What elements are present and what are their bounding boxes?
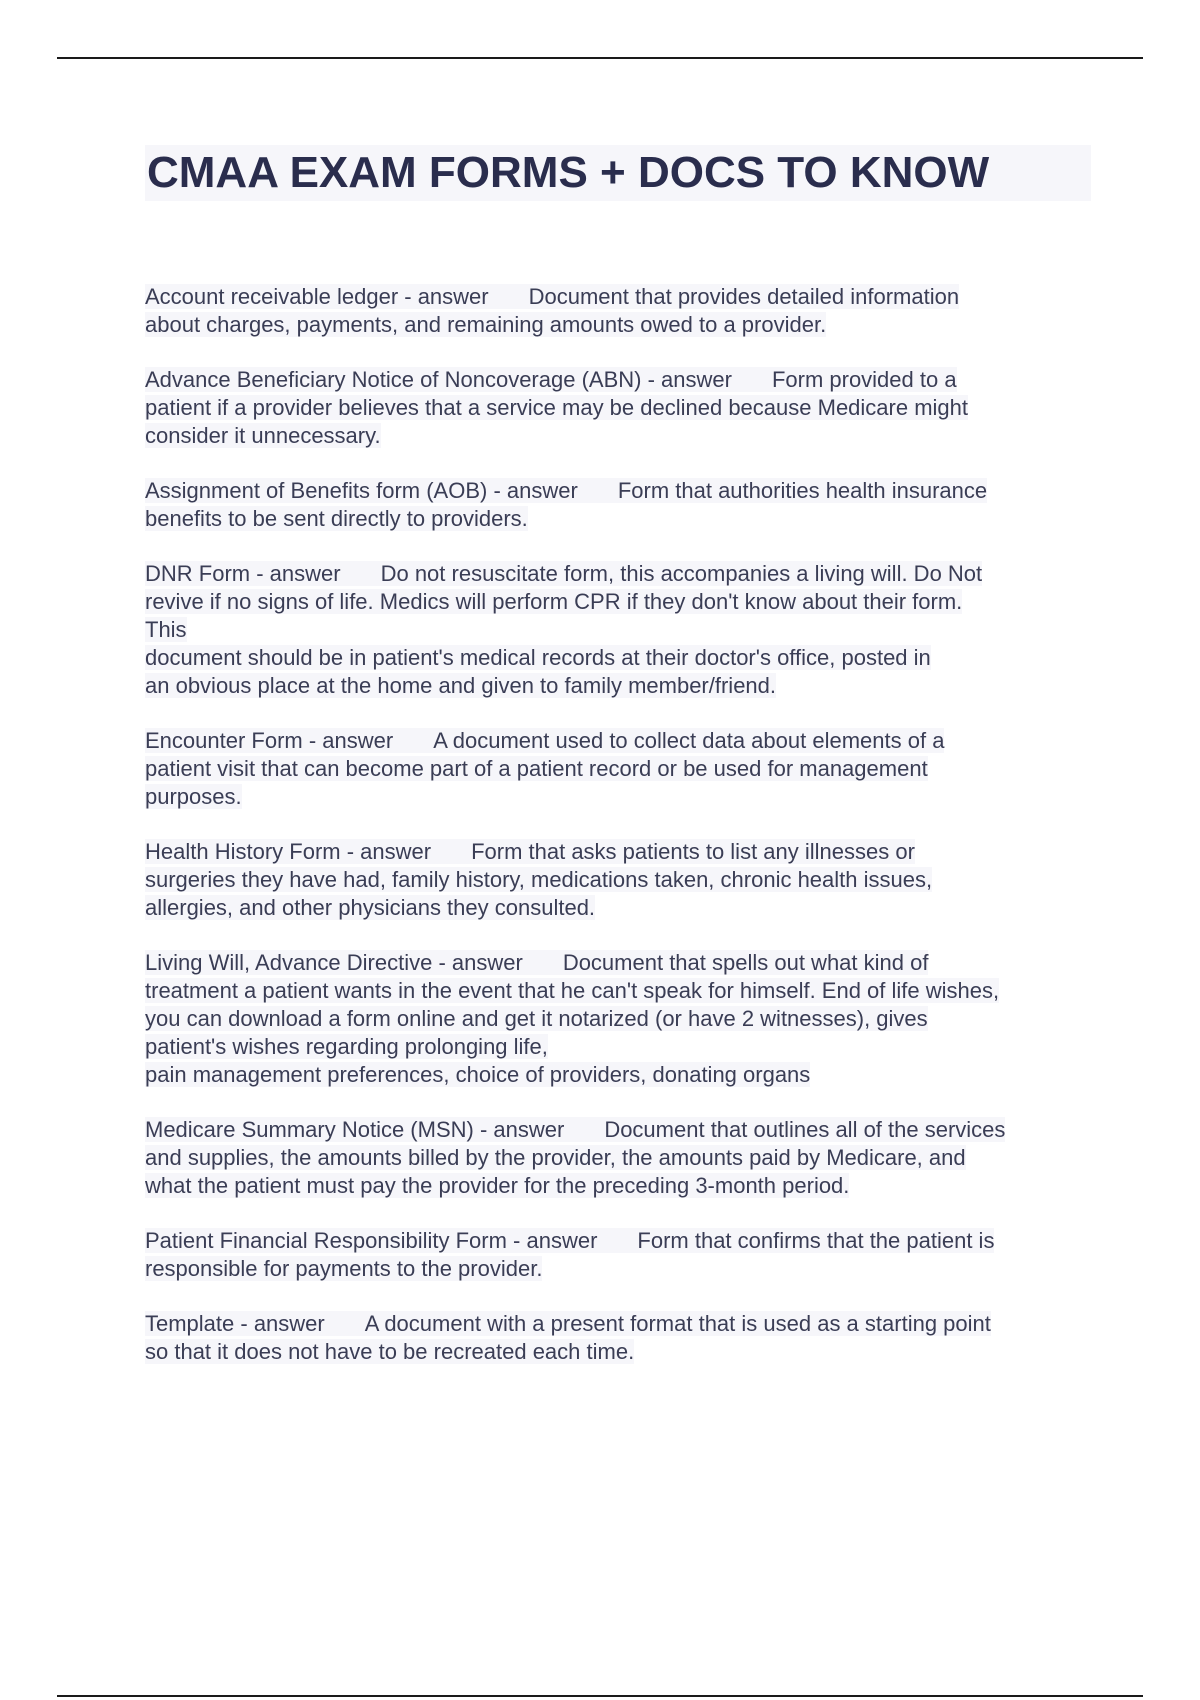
entry-definition-start: Document that spells out what kind of xyxy=(562,950,929,975)
entry-definition-line: patient if a provider believes that a service may be declined because Medicare might xyxy=(145,395,969,420)
entry-definition-line: This xyxy=(145,617,187,642)
entry-definition-line: benefits to be sent directly to providers. xyxy=(145,506,528,531)
entry-definition-line: what the patient must pay the provider for the preceding 3-month period. xyxy=(145,1173,850,1198)
entry-term: DNR Form - answer xyxy=(145,561,341,586)
entry-definition-line: patient visit that can become part of a patient record or be used for management xyxy=(145,756,928,781)
entry-first-line xyxy=(145,949,1095,977)
entry-definition-start: A document with a present format that is used as a starting point xyxy=(364,1311,991,1336)
entry-definition-line: revive if no signs of life. Medics will perform CPR if they don't know about their form. xyxy=(145,589,963,614)
bottom-rule xyxy=(57,1695,1143,1697)
entry-first-line xyxy=(145,1116,1095,1144)
entry-first-line xyxy=(145,560,1095,588)
entry-definition-line: you can download a form online and get it notarized (or have 2 witnesses), gives xyxy=(145,1006,928,1031)
flashcard-entry xyxy=(145,727,1095,811)
entry-term: Medicare Summary Notice (MSN) - answer xyxy=(145,1117,565,1142)
entry-term: Living Will, Advance Directive - answer xyxy=(145,950,523,975)
entry-definition-line: document should be in patient's medical records at their doctor's office, posted in xyxy=(145,645,931,670)
entry-definition-line: pain management preferences, choice of providers, donating organs xyxy=(145,1062,811,1087)
entry-term: Health History Form - answer xyxy=(145,839,432,864)
entry-term: Template - answer xyxy=(145,1311,325,1336)
entry-first-line xyxy=(145,366,1095,394)
entry-definition-start: Document that outlines all of the services xyxy=(604,1117,1006,1142)
flashcard-entry xyxy=(145,1116,1095,1200)
entry-definition-start: Form that asks patients to list any illnesses or xyxy=(471,839,915,864)
entry-definition-start: Form provided to a xyxy=(771,367,957,392)
entry-term: Encounter Form - answer xyxy=(145,728,394,753)
top-rule xyxy=(57,57,1143,59)
entry-first-line xyxy=(145,1310,1095,1338)
entry-definition-start: Document that provides detailed information xyxy=(528,284,960,309)
entry-first-line xyxy=(145,1227,1095,1255)
flashcard-entry xyxy=(145,283,1095,339)
flashcard-entry xyxy=(145,366,1095,450)
entry-term: Advance Beneficiary Notice of Noncoverage (ABN) - answer xyxy=(145,367,732,392)
entry-first-line xyxy=(145,477,1095,505)
flashcard-entry xyxy=(145,1227,1095,1283)
flashcard-entry xyxy=(145,838,1095,922)
flashcard-entry xyxy=(145,560,1095,700)
flashcard-entry xyxy=(145,1310,1095,1366)
flashcard-entry xyxy=(145,949,1095,1089)
page-title: CMAA EXAM FORMS + DOCS TO KNOW xyxy=(145,145,1091,201)
flashcard-entry xyxy=(145,477,1095,533)
entry-definition-line: surgeries they have had, family history, medications taken, chronic health issues, xyxy=(145,867,933,892)
entry-first-line xyxy=(145,838,1095,866)
entry-definition-line: treatment a patient wants in the event that he can't speak for himself. End of life wishes, xyxy=(145,978,1000,1003)
entry-definition-start: Form that confirms that the patient is xyxy=(637,1228,995,1253)
entry-term: Patient Financial Responsibility Form - answer xyxy=(145,1228,598,1253)
entry-first-line xyxy=(145,283,1095,311)
entry-definition-start: Form that authorities health insurance xyxy=(617,478,988,503)
entry-definition-line: allergies, and other physicians they consulted. xyxy=(145,895,596,920)
entry-term: Assignment of Benefits form (AOB) - answer xyxy=(145,478,578,503)
entry-definition-line: purposes. xyxy=(145,784,242,809)
flashcard-list xyxy=(145,283,1095,1393)
entry-definition-line: consider it unnecessary. xyxy=(145,423,381,448)
entry-definition-line: responsible for payments to the provider. xyxy=(145,1256,543,1281)
entry-term: Account receivable ledger - answer xyxy=(145,284,489,309)
entry-definition-line: an obvious place at the home and given to family member/friend. xyxy=(145,673,777,698)
entry-definition-line: about charges, payments, and remaining amounts owed to a provider. xyxy=(145,312,827,337)
entry-definition-line: patient's wishes regarding prolonging life, xyxy=(145,1034,548,1059)
entry-definition-start: Do not resuscitate form, this accompanies a living will. Do Not xyxy=(380,561,983,586)
entry-definition-line: so that it does not have to be recreated each time. xyxy=(145,1339,635,1364)
entry-first-line xyxy=(145,727,1095,755)
entry-definition-start: A document used to collect data about elements of a xyxy=(433,728,945,753)
entry-definition-line: and supplies, the amounts billed by the provider, the amounts paid by Medicare, and xyxy=(145,1145,966,1170)
